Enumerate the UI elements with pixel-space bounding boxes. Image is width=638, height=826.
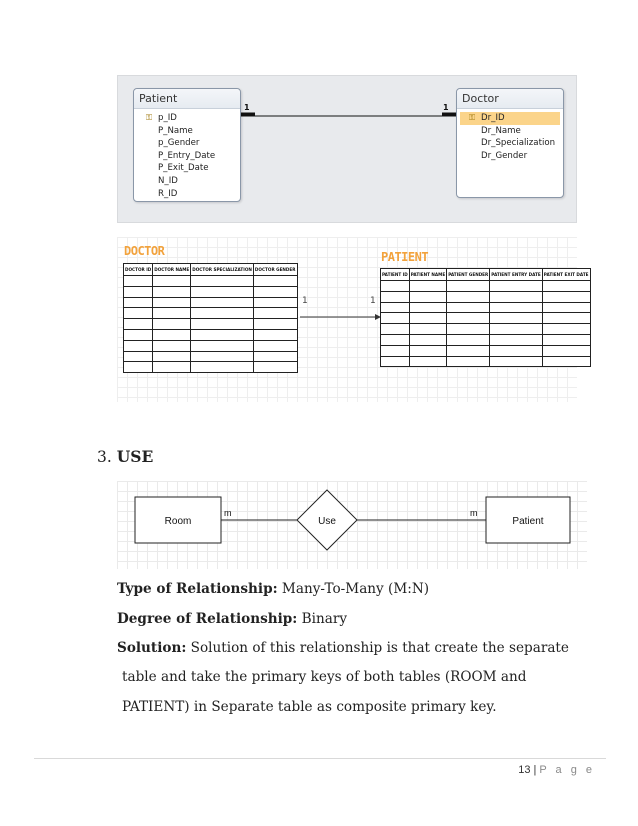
degree-of-relationship-line	[117, 611, 347, 627]
patient-cardinality: m	[470, 508, 478, 518]
room-entity-label: Room	[164, 516, 192, 527]
doctor-table-box[interactable]	[456, 88, 564, 198]
room-cardinality: m	[224, 508, 232, 518]
field-dr-gender[interactable]: Dr_Gender	[481, 150, 528, 161]
section-number: 3.	[97, 448, 112, 466]
use-relationship-label: Use	[318, 516, 336, 527]
left-cardinality: 1	[244, 103, 250, 112]
section-heading	[97, 447, 153, 466]
doctor-table-heading: DOCTOR	[124, 244, 165, 258]
access-relationship-diagram	[117, 75, 577, 223]
patient-table-title: Patient	[134, 89, 240, 109]
mapping-right-cardinality: 1	[370, 296, 376, 306]
degree-label: Degree of Relationship:	[117, 611, 298, 627]
key-icon: ⚿	[146, 113, 153, 122]
field-p-exit-date[interactable]: P_Exit_Date	[158, 163, 209, 174]
solution-text-1: Solution of this relationship is that create the separate	[186, 640, 569, 656]
field-r-id[interactable]: R_ID	[158, 188, 178, 199]
patient-table-heading: PATIENT	[381, 250, 429, 264]
solution-label: Solution:	[117, 640, 187, 656]
patient-table-box[interactable]	[133, 88, 241, 202]
patient-entity-label: Patient	[512, 516, 544, 527]
er-diagram-canvas	[117, 481, 587, 569]
doctor-col-specialization: DOCTOR SPECIALIZATION	[191, 264, 254, 276]
er-diagram	[117, 481, 587, 569]
field-p-name[interactable]: P_Name	[158, 125, 193, 136]
patient-col-exit-date: PATIENT EXIT DATE	[542, 269, 590, 281]
page-number: 13	[518, 764, 531, 776]
field-p-id[interactable]: ⚿ p_ID	[146, 113, 177, 123]
patient-grid-body	[381, 281, 591, 367]
page-footer	[518, 764, 595, 776]
solution-line-1	[117, 640, 569, 656]
footer-separator: |	[533, 764, 537, 776]
page-word: P a g e	[539, 764, 595, 776]
solution-line-3: PATIENT) in Separate table as composite primary key.	[122, 699, 497, 715]
table-row	[381, 345, 591, 356]
key-icon: ⚿	[469, 113, 476, 122]
table-row	[381, 334, 591, 345]
patient-col-gender: PATIENT GENDER	[447, 269, 490, 281]
footer-divider	[34, 758, 606, 759]
field-dr-id[interactable]: ⚿ Dr_ID	[460, 112, 560, 125]
field-n-id[interactable]: N_ID	[158, 175, 178, 186]
patient-col-entry-date: PATIENT ENTRY DATE	[490, 269, 543, 281]
right-cardinality: 1	[443, 103, 449, 112]
doctor-col-name: DOCTOR NAME	[153, 264, 191, 276]
table-row	[381, 291, 591, 302]
patient-col-id: PATIENT ID	[381, 269, 410, 281]
field-dr-name[interactable]: Dr_Name	[481, 125, 521, 136]
doctor-col-gender: DOCTOR GENDER	[253, 264, 297, 276]
table-row	[381, 313, 591, 324]
field-dr-specialization[interactable]: Dr_Specialization	[481, 138, 556, 149]
doctor-table-title: Doctor	[457, 89, 563, 109]
table-mapping-diagram	[117, 237, 589, 402]
table-row	[381, 356, 591, 367]
degree-value: Binary	[297, 611, 348, 627]
patient-col-name: PATIENT NAME	[409, 269, 446, 281]
patient-grid-table	[380, 268, 591, 367]
table-row	[381, 281, 591, 292]
type-value: Many-To-Many (M:N)	[277, 581, 430, 597]
table-row	[381, 324, 591, 335]
table-row	[381, 302, 591, 313]
field-p-gender[interactable]: p_Gender	[158, 138, 200, 149]
mapping-left-cardinality: 1	[302, 296, 308, 306]
section-title: USE	[116, 447, 154, 466]
field-p-entry-date[interactable]: P_Entry_Date	[158, 150, 216, 161]
type-label: Type of Relationship:	[117, 581, 278, 597]
type-of-relationship-line	[117, 581, 429, 597]
solution-line-2: table and take the primary keys of both tables (ROOM and	[122, 669, 527, 685]
doctor-col-id: DOCTOR ID	[124, 264, 153, 276]
